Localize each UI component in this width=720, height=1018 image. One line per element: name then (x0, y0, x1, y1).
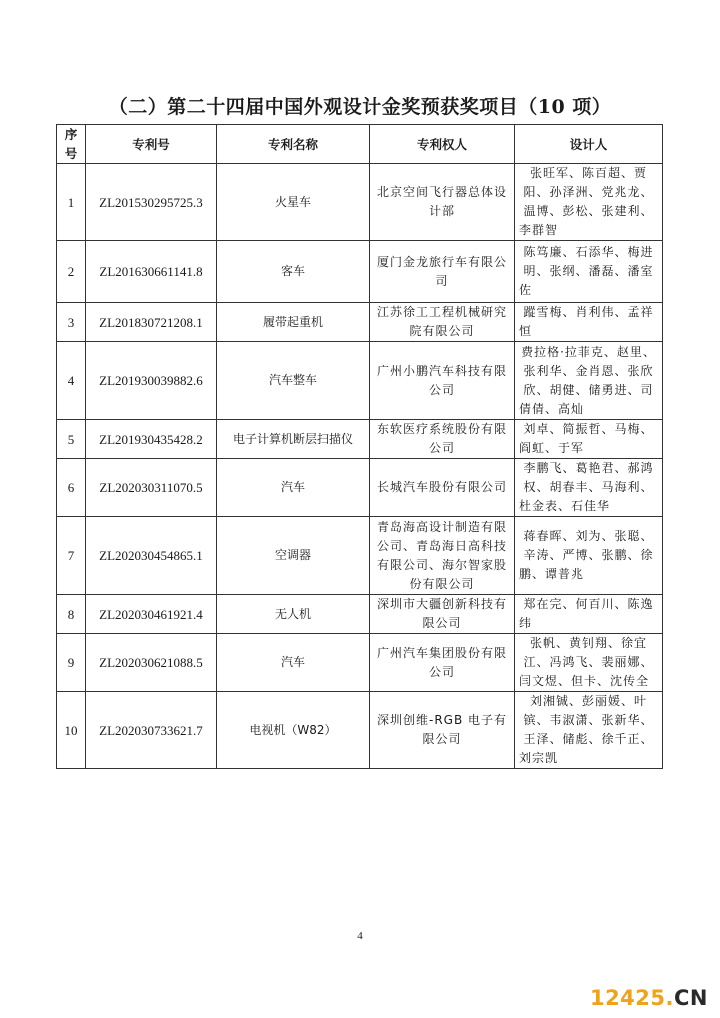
cell-patent-name: 空调器 (217, 517, 370, 595)
cell-owner: 长城汽车股份有限公司 (370, 459, 515, 517)
cell-owner: 江苏徐工工程机械研究院有限公司 (370, 303, 515, 342)
cell-patent-name: 客车 (217, 241, 370, 303)
cell-index: 7 (57, 517, 86, 595)
header-patent-no: 专利号 (86, 125, 217, 164)
cell-patent-name: 汽车 (217, 634, 370, 692)
cell-index: 1 (57, 164, 86, 241)
cell-owner: 深圳市大疆创新科技有限公司 (370, 595, 515, 634)
cell-designer: 李鹏飞、葛艳君、郝鸿权、胡春丰、马海利、杜金表、石佳华 (515, 459, 663, 517)
header-designer: 设计人 (515, 125, 663, 164)
table-header-row (57, 125, 663, 164)
table-row (57, 241, 663, 303)
table-row (57, 517, 663, 595)
header-owner: 专利权人 (370, 125, 515, 164)
cell-owner: 广州汽车集团股份有限公司 (370, 634, 515, 692)
cell-designer: 刘湘铖、彭丽媛、叶镔、韦淑潇、张新华、王泽、储彪、徐千正、刘宗凯 (515, 692, 663, 769)
site-watermark-logo (590, 986, 708, 1010)
cell-index: 3 (57, 303, 86, 342)
watermark-tld: CN (674, 986, 708, 1010)
table-row (57, 634, 663, 692)
cell-patent-no: ZL202030311070.5 (86, 459, 217, 517)
cell-patent-no: ZL201630661141.8 (86, 241, 217, 303)
cell-patent-no: ZL201930039882.6 (86, 342, 217, 420)
header-patent-name: 专利名称 (217, 125, 370, 164)
cell-designer: 郑在完、何百川、陈逸纬 (515, 595, 663, 634)
watermark-number: 12425 (589, 986, 666, 1010)
cell-patent-name: 汽车整车 (217, 342, 370, 420)
cell-designer: 刘卓、简振哲、马梅、阎虹、于军 (515, 420, 663, 459)
cell-patent-name: 汽车 (217, 459, 370, 517)
cell-patent-no: ZL201930435428.2 (86, 420, 217, 459)
cell-index: 2 (57, 241, 86, 303)
cell-owner: 青岛海高设计制造有限公司、青岛海日高科技有限公司、海尔智家股份有限公司 (370, 517, 515, 595)
cell-owner: 厦门金龙旅行车有限公司 (370, 241, 515, 303)
page-title: （二）第二十四届中国外观设计金奖预获奖项目（10 项） (108, 96, 612, 118)
cell-owner: 深圳创维-RGB 电子有限公司 (370, 692, 515, 769)
page-number: 4 (357, 930, 363, 942)
cell-patent-no: ZL202030454865.1 (86, 517, 217, 595)
cell-patent-no: ZL201830721208.1 (86, 303, 217, 342)
cell-patent-no: ZL202030733621.7 (86, 692, 217, 769)
table-row (57, 164, 663, 241)
cell-index: 6 (57, 459, 86, 517)
watermark-dot: . (665, 986, 674, 1010)
cell-index: 8 (57, 595, 86, 634)
cell-patent-name: 无人机 (217, 595, 370, 634)
table-row (57, 303, 663, 342)
cell-index: 5 (57, 420, 86, 459)
cell-designer: 费拉格·拉菲克、赵里、张利华、金肖恩、张欣欣、胡健、储勇进、司倩倩、高灿 (515, 342, 663, 420)
table-row (57, 459, 663, 517)
cell-patent-no: ZL202030621088.5 (86, 634, 217, 692)
table-row (57, 595, 663, 634)
cell-patent-no: ZL201530295725.3 (86, 164, 217, 241)
cell-owner: 广州小鹏汽车科技有限公司 (370, 342, 515, 420)
cell-designer: 蒋春晖、刘为、张聪、辛涛、严博、张鹏、徐鹏、谭普兆 (515, 517, 663, 595)
cell-patent-no: ZL202030461921.4 (86, 595, 217, 634)
cell-designer: 张旺军、陈百超、贾阳、孙泽洲、党兆龙、温博、彭松、张建利、李群智 (515, 164, 663, 241)
table-row (57, 692, 663, 769)
cell-patent-name: 电子计算机断层扫描仪 (217, 420, 370, 459)
cell-patent-name: 电视机（W82） (217, 692, 370, 769)
award-table (56, 124, 663, 769)
cell-index: 4 (57, 342, 86, 420)
table-row (57, 420, 663, 459)
cell-index: 10 (57, 692, 86, 769)
cell-designer: 蹤雪梅、肖利伟、孟祥恒 (515, 303, 663, 342)
table-row (57, 342, 663, 420)
cell-owner: 北京空间飞行器总体设计部 (370, 164, 515, 241)
cell-owner: 东软医疗系统股份有限公司 (370, 420, 515, 459)
cell-index: 9 (57, 634, 86, 692)
cell-designer: 陈笃廉、石添华、梅进明、张纲、潘磊、潘室佐 (515, 241, 663, 303)
header-index: 序号 (57, 125, 86, 164)
cell-patent-name: 火星车 (217, 164, 370, 241)
cell-patent-name: 履带起重机 (217, 303, 370, 342)
cell-designer: 张帆、黄钊翔、徐宜江、冯鸿飞、裴丽娜、闫文煜、但卡、沈传全 (515, 634, 663, 692)
